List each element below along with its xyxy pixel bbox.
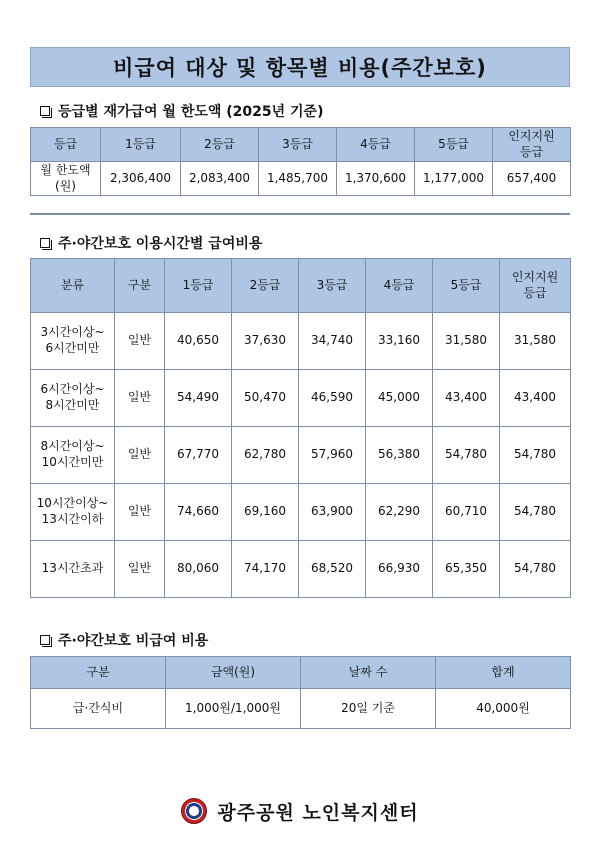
header-cell: 구분 [115, 259, 165, 313]
value-cell: 33,160 [366, 313, 433, 370]
table-row [31, 313, 571, 370]
type-cell: 일반 [115, 313, 165, 370]
header-cell: 3등급 [299, 259, 366, 313]
value-cell: 67,770 [165, 427, 232, 484]
footer [0, 796, 600, 826]
header-cell: 금액(원) [166, 657, 301, 689]
usage-time-cost-table [30, 258, 571, 598]
type-cell: 일반 [115, 370, 165, 427]
value-cell: 1,370,600 [337, 162, 415, 196]
value-cell: 68,520 [299, 541, 366, 598]
header-cell: 날짜 수 [301, 657, 436, 689]
section2-heading [40, 233, 262, 253]
checkbox-bullet-icon [40, 635, 50, 645]
value-cell: 54,780 [433, 427, 500, 484]
organization-emblem-icon [181, 798, 207, 824]
table-row [31, 427, 571, 484]
header-cell: 2등급 [232, 259, 299, 313]
section2-heading-text: 주·야간보호 이용시간별 급여비용 [58, 236, 263, 252]
header-cell: 인지지원 등급 [500, 259, 571, 313]
item-cell: 급·간식비 [31, 689, 166, 729]
value-cell: 657,400 [493, 162, 571, 196]
header-cell: 등급 [31, 128, 101, 162]
header-cell: 합계 [436, 657, 571, 689]
value-cell: 54,780 [500, 427, 571, 484]
header-cell: 분류 [31, 259, 115, 313]
organization-name: 광주공원 노인복지센터 [217, 801, 419, 824]
value-cell: 1,177,000 [415, 162, 493, 196]
header-cell: 5등급 [415, 128, 493, 162]
table-row [31, 484, 571, 541]
section3-heading-text: 주·야간보호 비급여 비용 [58, 633, 209, 649]
section1-heading [40, 101, 323, 121]
value-cell: 60,710 [433, 484, 500, 541]
header-cell: 1등급 [101, 128, 181, 162]
value-cell: 54,490 [165, 370, 232, 427]
header-cell: 1등급 [165, 259, 232, 313]
category-cell: 3시간이상~ 6시간미만 [31, 313, 115, 370]
value-cell: 43,400 [500, 370, 571, 427]
table-row [31, 541, 571, 598]
monthly-limit-table [30, 127, 571, 196]
amount-cell: 1,000원/1,000원 [166, 689, 301, 729]
table-row [31, 370, 571, 427]
value-cell: 66,930 [366, 541, 433, 598]
value-cell: 34,740 [299, 313, 366, 370]
value-cell: 54,780 [500, 484, 571, 541]
value-cell: 54,780 [500, 541, 571, 598]
header-cell: 인지지원 등급 [493, 128, 571, 162]
type-cell: 일반 [115, 541, 165, 598]
checkbox-bullet-icon [40, 106, 50, 116]
value-cell: 1,485,700 [259, 162, 337, 196]
value-cell: 43,400 [433, 370, 500, 427]
value-cell: 50,470 [232, 370, 299, 427]
value-cell: 45,000 [366, 370, 433, 427]
category-cell: 8시간이상~ 10시간미만 [31, 427, 115, 484]
value-cell: 63,900 [299, 484, 366, 541]
category-cell: 6시간이상~ 8시간미만 [31, 370, 115, 427]
table-row [31, 689, 571, 729]
value-cell: 62,780 [232, 427, 299, 484]
header-cell: 5등급 [433, 259, 500, 313]
value-cell: 65,350 [433, 541, 500, 598]
category-cell: 10시간이상~ 13시간이하 [31, 484, 115, 541]
header-cell: 4등급 [337, 128, 415, 162]
section1-heading-text: 등급별 재가급여 월 한도액 (2025년 기준) [58, 104, 324, 120]
page-title: 비급여 대상 및 항목별 비용(주간보호) [113, 56, 487, 80]
value-cell: 40,650 [165, 313, 232, 370]
value-cell: 56,380 [366, 427, 433, 484]
type-cell: 일반 [115, 427, 165, 484]
value-cell: 69,160 [232, 484, 299, 541]
header-cell: 3등급 [259, 128, 337, 162]
section3-heading [40, 630, 208, 650]
value-cell: 74,660 [165, 484, 232, 541]
type-cell: 일반 [115, 484, 165, 541]
header-cell: 구분 [31, 657, 166, 689]
table-row [31, 162, 571, 196]
value-cell: 31,580 [433, 313, 500, 370]
value-cell: 57,960 [299, 427, 366, 484]
days-cell: 20일 기준 [301, 689, 436, 729]
value-cell: 46,590 [299, 370, 366, 427]
header-cell: 2등급 [181, 128, 259, 162]
header-cell: 4등급 [366, 259, 433, 313]
value-cell: 62,290 [366, 484, 433, 541]
row-label: 월 한도액 (원) [31, 162, 101, 196]
value-cell: 2,083,400 [181, 162, 259, 196]
value-cell: 37,630 [232, 313, 299, 370]
value-cell: 2,306,400 [101, 162, 181, 196]
non-covered-cost-table [30, 656, 571, 729]
value-cell: 80,060 [165, 541, 232, 598]
value-cell: 31,580 [500, 313, 571, 370]
category-cell: 13시간초과 [31, 541, 115, 598]
section-divider [30, 213, 570, 215]
total-cell: 40,000원 [436, 689, 571, 729]
page-title-banner [30, 47, 570, 87]
checkbox-bullet-icon [40, 238, 50, 248]
value-cell: 74,170 [232, 541, 299, 598]
